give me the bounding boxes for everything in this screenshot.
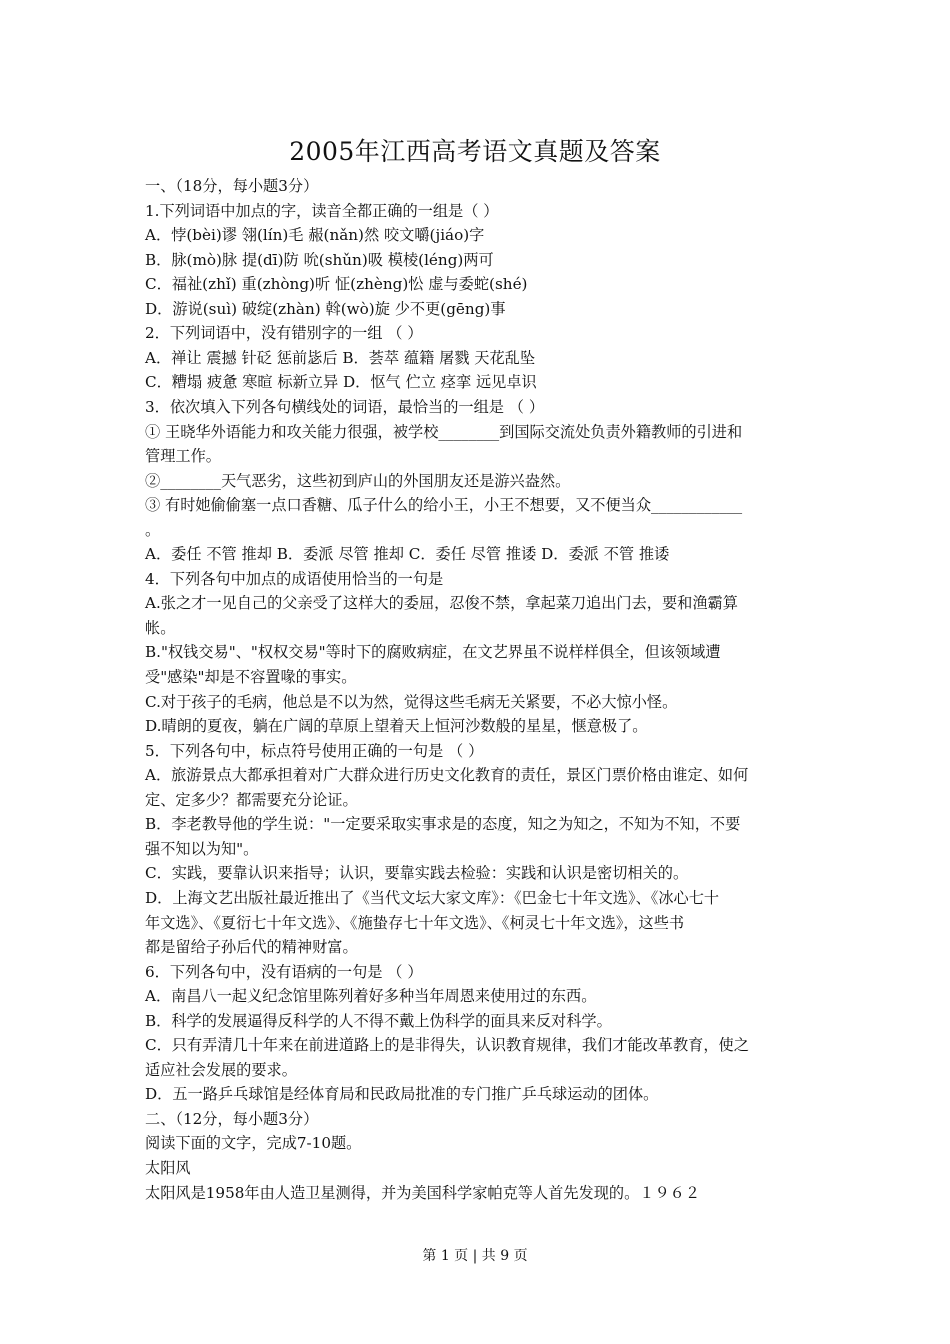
text-line: C．实践，要靠认识来指导；认识，要靠实践去检验：实践和认识是密切相关的。 [145,864,689,882]
page-title: 2005年江西高考语文真题及答案 [289,137,661,166]
text-line: B．脉(mò)脉 提(dī)防 吮(shǔn)吸 模棱(léng)两可 [145,251,494,269]
text-line: 。 [145,521,161,539]
text-line: 阅读下面的文字，完成7-10题。 [145,1134,362,1152]
text-line: 受"感染"却是不容置喙的事实。 [145,668,357,686]
text-line: A．委任 不管 推却 B．委派 尽管 推却 C．委任 尽管 推诿 D．委派 不管 推诿 [145,545,670,563]
text-line: 6．下列各句中，没有语病的一句是 （ ） [145,963,423,981]
text-line: 定、定多少？都需要充分论证。 [145,791,358,809]
text-line: 2．下列词语中，没有错别字的一组 （ ） [145,324,423,342]
page-footer: 第 1 页 | 共 9 页 [422,1248,528,1264]
text-line: A．禅让 震撼 针砭 惩前毖后 B．荟萃 蕴籍 屠戮 天花乱坠 [145,349,536,367]
text-line: A．旅游景点大都承担着对广大群众进行历史文化教育的责任，景区门票价格由谁定、如何 [145,766,749,784]
text-line: D．上海文艺出版社最近推出了《当代文坛大家文库》：《巴金七十年文选》、《冰心七十 [145,889,720,907]
text-line: 1.下列词语中加点的字，读音全都正确的一组是（ ） [145,202,499,220]
text-line: C．糟塌 疲惫 寒暄 标新立异 D．怄气 伫立 痉挛 远见卓识 [145,373,537,391]
text-line: B."权钱交易"、"权权交易"等时下的腐败病症，在文艺界虽不说样样俱全，但该领域遭 [145,643,721,661]
text-line: C．只有弄清几十年来在前进道路上的是非得失，认识教育规律，我们才能改革教育，使之 [145,1036,749,1054]
text-line: B．李老教导他的学生说："一定要采取实事求是的态度，知之为知之，不知为不知，不要 [145,815,741,833]
text-line: 强不知以为知"。 [145,840,259,858]
text-line: 都是留给子孙后代的精神财富。 [145,938,358,956]
text-line: 管理工作。 [145,447,221,465]
text-line: C.对于孩子的毛病，他总是不以为然，觉得这些毛病无关紧要，不必大惊小怪。 [145,693,678,711]
text-line: A．悖(bèi)谬 翎(lín)毛 赧(nǎn)然 咬文嚼(jiáo)字 [145,226,485,244]
text-line: 5．下列各句中，标点符号使用正确的一句是 （ ） [145,742,484,760]
text-line: 年文选》、《夏衍七十年文选》、《施蛰存七十年文选》、《柯灵七十年文选》，这些书 [145,914,685,932]
text-line: D.晴朗的夏夜，躺在广阔的草原上望着天上恒河沙数般的星星，惬意极了。 [145,717,648,735]
text-line: ① 王晓华外语能力和攻关能力很强，被学校________到国际交流处负责外籍教师的引进和 [145,423,743,441]
text-line: 3．依次填入下列各句横线处的词语，最恰当的一组是 （ ） [145,398,545,416]
text-line: B．科学的发展逼得反科学的人不得不戴上伪科学的面具来反对科学。 [145,1012,612,1030]
text-line: 一、（18分，每小题3分） [145,177,319,195]
text-line: 适应社会发展的要求。 [145,1061,297,1079]
text-line: 帐。 [145,619,176,637]
text-line: ③ 有时她偷偷塞一点口香糖、瓜子什么的给小王，小王不想要，又不便当众____________ [145,496,743,514]
text-line: 4．下列各句中加点的成语使用恰当的一句是 [145,570,444,588]
text-line: D．五一路乒乓球馆是经体育局和民政局批准的专门推广乒乓球运动的团体。 [145,1085,659,1103]
text-line: ②________天气恶劣，这些初到庐山的外国朋友还是游兴盎然。 [145,472,571,490]
text-line: C．福祉(zhǐ) 重(zhòng)听 怔(zhèng)忪 虚与委蛇(shé) [145,275,528,293]
text-line: 二、（12分，每小题3分） [145,1110,319,1128]
text-line: A.张之才一见自己的父亲受了这样大的委屈，忍俊不禁，拿起菜刀追出门去，要和渔霸算 [145,594,738,612]
text-line: A．南昌八一起义纪念馆里陈列着好多种当年周恩来使用过的东西。 [145,987,597,1005]
text-line: 太阳风 [145,1159,191,1177]
text-line: 太阳风是1958年由人造卫星测得，并为美国科学家帕克等人首先发现的。１９６２ [145,1184,701,1202]
text-line: D．游说(suì) 破绽(zhàn) 斡(wò)旋 少不更(gēng)事 [145,300,506,318]
